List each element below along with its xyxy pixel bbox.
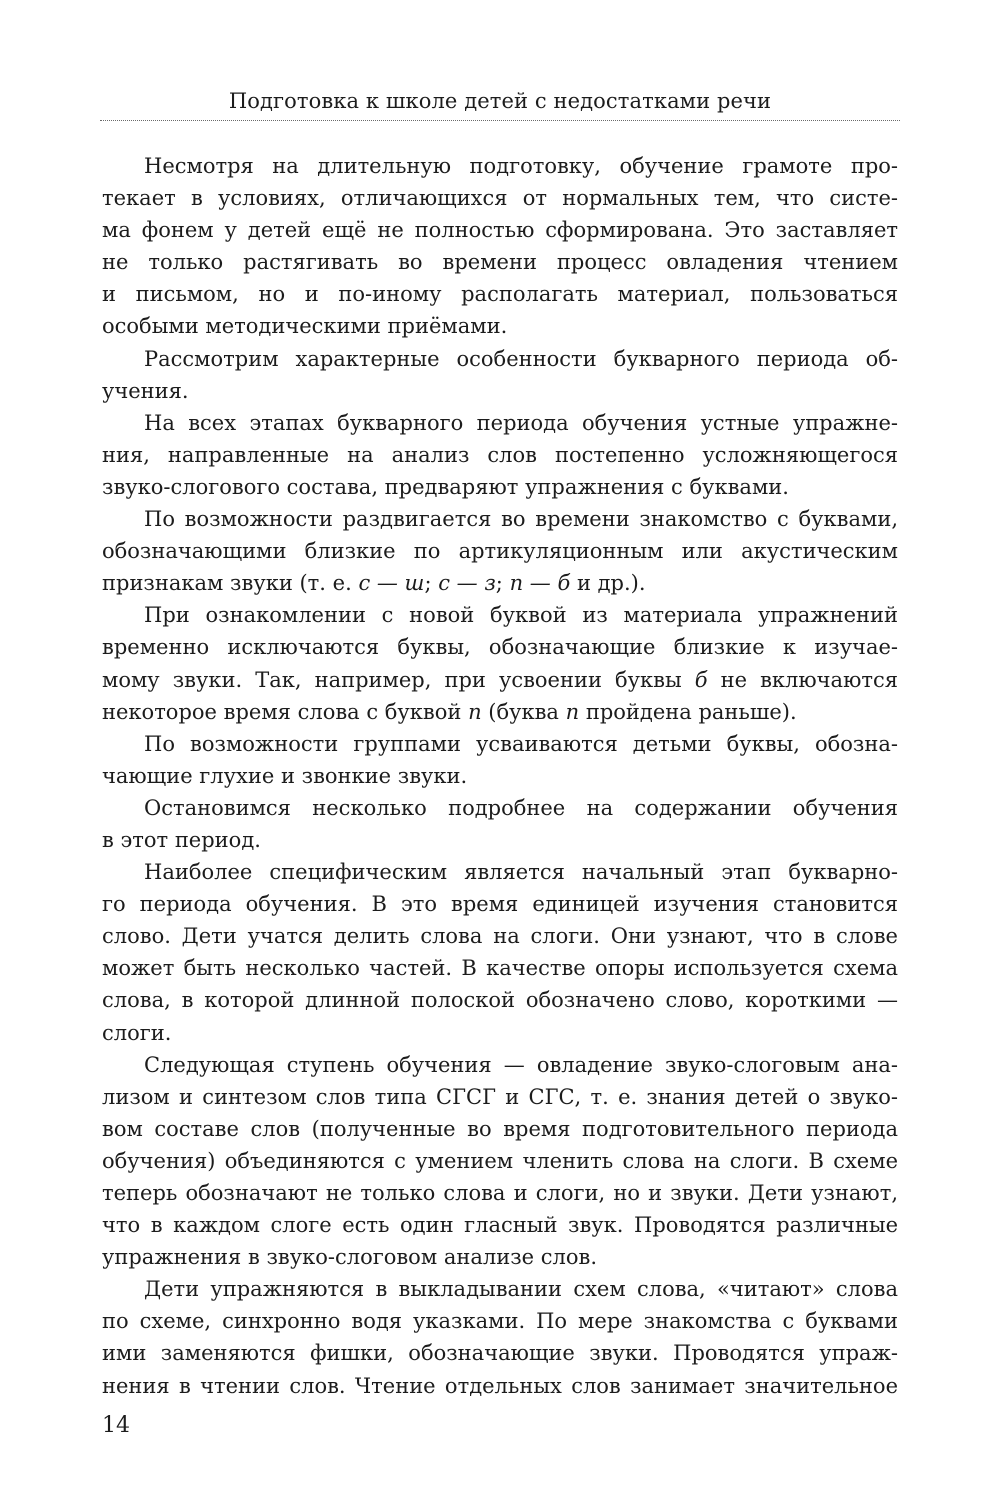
text-line (102, 888, 898, 920)
line-segment: не только растягивать во времени процесс овладения чтением (102, 250, 898, 275)
text-line (102, 1113, 898, 1145)
text-line (102, 728, 898, 760)
text-line (102, 1017, 898, 1049)
italic-letter: п (468, 699, 482, 724)
line-segment: Остановимся несколько подробнее на содержании обучения (144, 795, 898, 820)
line-segment: текает в условиях, отличающихся от нормальных тем, что систе- (102, 186, 898, 211)
line-segment: Дети упражняются в выкладывании схем слова, «читают» слова (144, 1277, 898, 1302)
line-segment: Несмотря на длительную подготовку, обучение грамоте про- (144, 154, 898, 178)
text-line (102, 824, 898, 856)
line-segment: По возможности группами усваиваются детьми буквы, обозна- (144, 731, 898, 756)
text-line (102, 984, 898, 1016)
text-line (102, 599, 898, 631)
line-segment: ма фонем у детей ещё не полностью сформирована. Это заставляет (102, 218, 898, 243)
line-segment: На всех этапах букварного периода обучения устные упражне- (144, 410, 898, 435)
text-line (102, 567, 898, 599)
line-segment: признакам звуки (т. е. (102, 571, 359, 596)
body-text (102, 150, 898, 1402)
line-segment: го периода обучения. В это время единицей изучения становится (102, 892, 898, 917)
line-segment: теперь обозначают не только слова и слоги, но и звуки. Дети узнают, (102, 1181, 898, 1205)
line-segment: нения в чтении слов. Чтение отдельных слов занимает значительное (102, 1373, 898, 1398)
line-segment: (буква (481, 699, 566, 724)
text-line (102, 952, 898, 984)
line-segment: По возможности раздвигается во времени знакомство с буквами, (144, 507, 898, 532)
italic-letter: п — б (509, 571, 571, 596)
italic-letter: с — з (438, 571, 496, 596)
text-line (102, 696, 898, 728)
text-line (102, 664, 898, 696)
text-line (102, 1370, 898, 1402)
line-segment: мому звуки. Так, например, при усвоении буквы (102, 667, 695, 692)
text-line (102, 1049, 898, 1081)
line-segment: учения. (102, 378, 189, 403)
text-line (102, 471, 898, 503)
line-segment: что в каждом слоге есть один гласный звук. Проводятся различные (102, 1213, 898, 1238)
text-line (102, 407, 898, 439)
text-line (102, 214, 898, 246)
text-line (102, 1209, 898, 1241)
line-segment: обучения) объединяются с умением членить слова на слоги. В схеме (102, 1148, 898, 1173)
line-segment: чающие глухие и звонкие звуки. (102, 763, 468, 788)
line-segment: слоги. (102, 1020, 172, 1045)
text-line (102, 920, 898, 952)
text-line (102, 246, 898, 278)
text-line (102, 1145, 898, 1177)
text-line (102, 278, 898, 310)
text-line (102, 375, 898, 407)
line-segment: некоторое время слова с буквой (102, 699, 469, 724)
text-line (102, 856, 898, 888)
line-segment: ; (495, 571, 510, 596)
line-segment: слово. Дети учатся делить слова на слоги. Они узнают, что в слове (102, 924, 898, 949)
text-line (102, 1081, 898, 1113)
line-segment: временно исключаются буквы, обозначающие близкие к изучае- (102, 635, 898, 660)
text-line (102, 1241, 898, 1273)
line-segment: Следующая ступень обучения — овладение звуко-слоговым ана- (144, 1052, 898, 1077)
text-line (102, 792, 898, 824)
line-segment: звуко-слогового состава, предваряют упражнения с буквами. (102, 474, 789, 499)
text-line (102, 1177, 898, 1209)
line-segment: упражнения в звуко-слоговом анализе слов. (102, 1245, 598, 1270)
running-header: Подготовка к школе детей с недостатками речи (228, 89, 772, 113)
line-segment: по схеме, синхронно водя указками. По мере знакомства с буквами (102, 1309, 898, 1334)
line-segment: в этот период. (102, 827, 261, 852)
text-line (102, 343, 898, 375)
line-segment: ими заменяются фишки, обозначающие звуки. Проводятся упраж- (102, 1341, 898, 1366)
line-segment: При ознакомлении с новой буквой из материала упражнений (144, 603, 898, 628)
header-divider (100, 120, 900, 121)
page-number: 14 (102, 1413, 130, 1438)
line-segment: может быть несколько частей. В качестве опоры используется схема (102, 956, 898, 981)
text-line (102, 535, 898, 567)
line-segment: пройдена раньше). (579, 699, 797, 724)
text-line (102, 1337, 898, 1369)
line-segment: слова, в которой длинной полоской обозначено слово, короткими — (102, 988, 898, 1013)
line-segment: ; (424, 571, 439, 596)
line-segment: и др.). (570, 571, 646, 596)
italic-letter: п (565, 699, 580, 724)
text-line (102, 503, 898, 535)
line-segment: лизом и синтезом слов типа СГСГ и СГС, т. е. знания детей о звуко- (102, 1084, 898, 1109)
line-segment: и письмом, но и по-иному располагать материал, пользоваться (102, 282, 898, 307)
line-segment: особыми методическими приёмами. (102, 314, 508, 339)
line-segment: Наиболее специфическим является начальный этап букварно- (144, 860, 898, 885)
text-line (102, 631, 898, 663)
italic-letter: с — ш (358, 571, 425, 596)
line-segment: Рассмотрим характерные особенности букварного периода об- (144, 346, 898, 371)
text-line (102, 310, 898, 342)
text-line (102, 1273, 898, 1305)
text-line (102, 439, 898, 471)
italic-letter: б (694, 667, 708, 692)
text-line (102, 1305, 898, 1337)
text-line (102, 760, 898, 792)
line-segment: вом составе слов (полученные во время подготовительного периода (102, 1116, 898, 1141)
line-segment: не включаются (707, 667, 898, 692)
text-line (102, 182, 898, 214)
text-line (102, 150, 898, 182)
line-segment: обозначающими близкие по артикуляционным или акустическим (102, 539, 898, 564)
line-segment: ния, направленные на анализ слов постепенно усложняющегося (102, 442, 898, 467)
